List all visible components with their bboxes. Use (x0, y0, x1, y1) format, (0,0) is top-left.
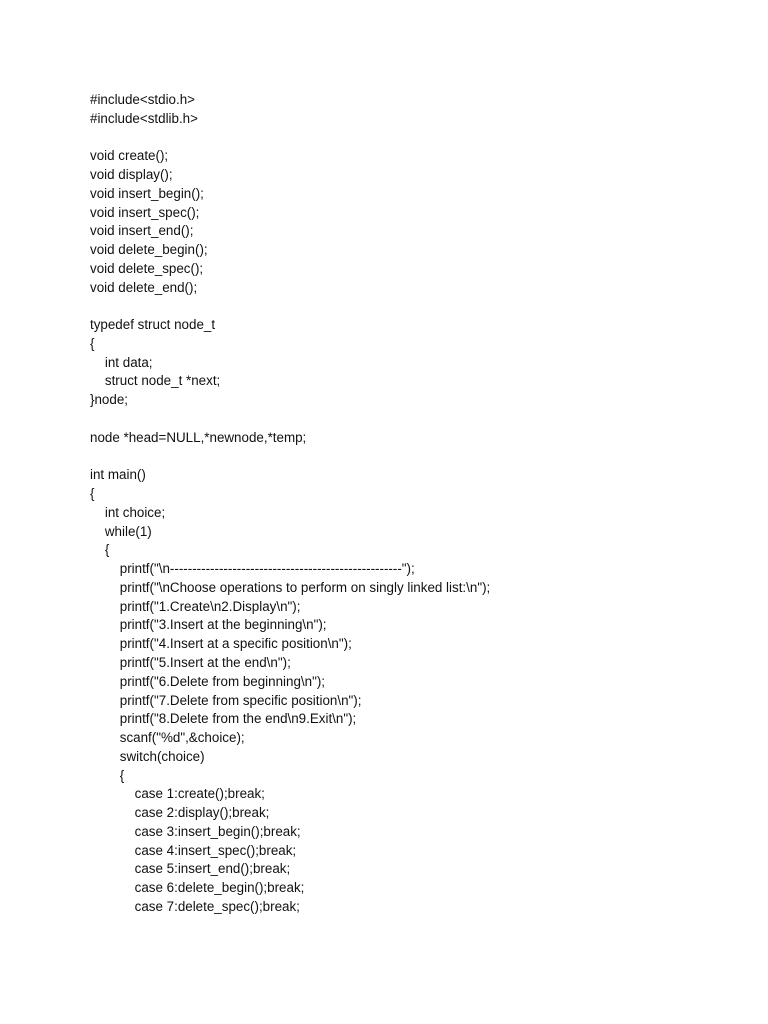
code-line: #include<stdlib.h> (90, 110, 198, 126)
code-line: int choice; (90, 504, 166, 520)
code-line (90, 410, 730, 429)
code-line: node *head=NULL,*newnode,*temp; (90, 429, 307, 445)
code-block (90, 91, 730, 917)
code-line: { (90, 767, 125, 783)
code-line: printf("5.Insert at the end\n"); (90, 654, 291, 670)
code-line: void display(); (90, 167, 173, 183)
code-line: void delete_end(); (90, 279, 198, 295)
code-line: while(1) (90, 523, 152, 539)
code-line: typedef struct node_t (90, 317, 216, 333)
code-line: int data; (90, 354, 153, 370)
code-line: case 7:delete_spec();break; (90, 898, 300, 914)
code-line: case 2:display();break; (90, 805, 270, 821)
code-line: printf("\nChoose operations to perform on singly linked list:\n"); (90, 579, 491, 595)
code-line: case 3:insert_begin();break; (90, 823, 301, 839)
code-line: case 5:insert_end();break; (90, 861, 291, 877)
code-line: { (90, 542, 110, 558)
code-line: void delete_spec(); (90, 260, 204, 276)
code-line: printf("1.Create\n2.Display\n"); (90, 598, 301, 614)
code-line: printf("4.Insert at a specific position\n"); (90, 636, 352, 652)
code-line: printf("6.Delete from beginning\n"); (90, 673, 326, 689)
code-line: void insert_begin(); (90, 185, 204, 201)
code-line: #include<stdio.h> (90, 92, 195, 107)
code-line: printf("7.Delete from specific position\n"); (90, 692, 362, 708)
code-line (90, 129, 730, 148)
code-line: printf("3.Insert at the beginning\n"); (90, 617, 327, 633)
code-line: void delete_begin(); (90, 242, 208, 258)
code-line: scanf("%d",&choice); (90, 730, 245, 746)
code-line: void insert_end(); (90, 223, 194, 239)
code-line: void insert_spec(); (90, 204, 200, 220)
code-line: }node; (90, 392, 128, 408)
code-line: void create(); (90, 148, 169, 164)
code-line (90, 448, 730, 467)
code-line: case 4:insert_spec();break; (90, 842, 297, 858)
code-line: int main() (90, 467, 146, 483)
code-line: printf("8.Delete from the end\n9.Exit\n"); (90, 711, 357, 727)
code-line: { (90, 335, 95, 351)
code-line: printf("\n----------------------------------------------------"); (90, 561, 415, 577)
code-line: case 6:delete_begin();break; (90, 880, 305, 896)
code-line: struct node_t *next; (90, 373, 221, 389)
code-line: { (90, 486, 95, 502)
code-line: case 1:create();break; (90, 786, 265, 802)
code-line (90, 297, 730, 316)
code-line: switch(choice) (90, 748, 205, 764)
